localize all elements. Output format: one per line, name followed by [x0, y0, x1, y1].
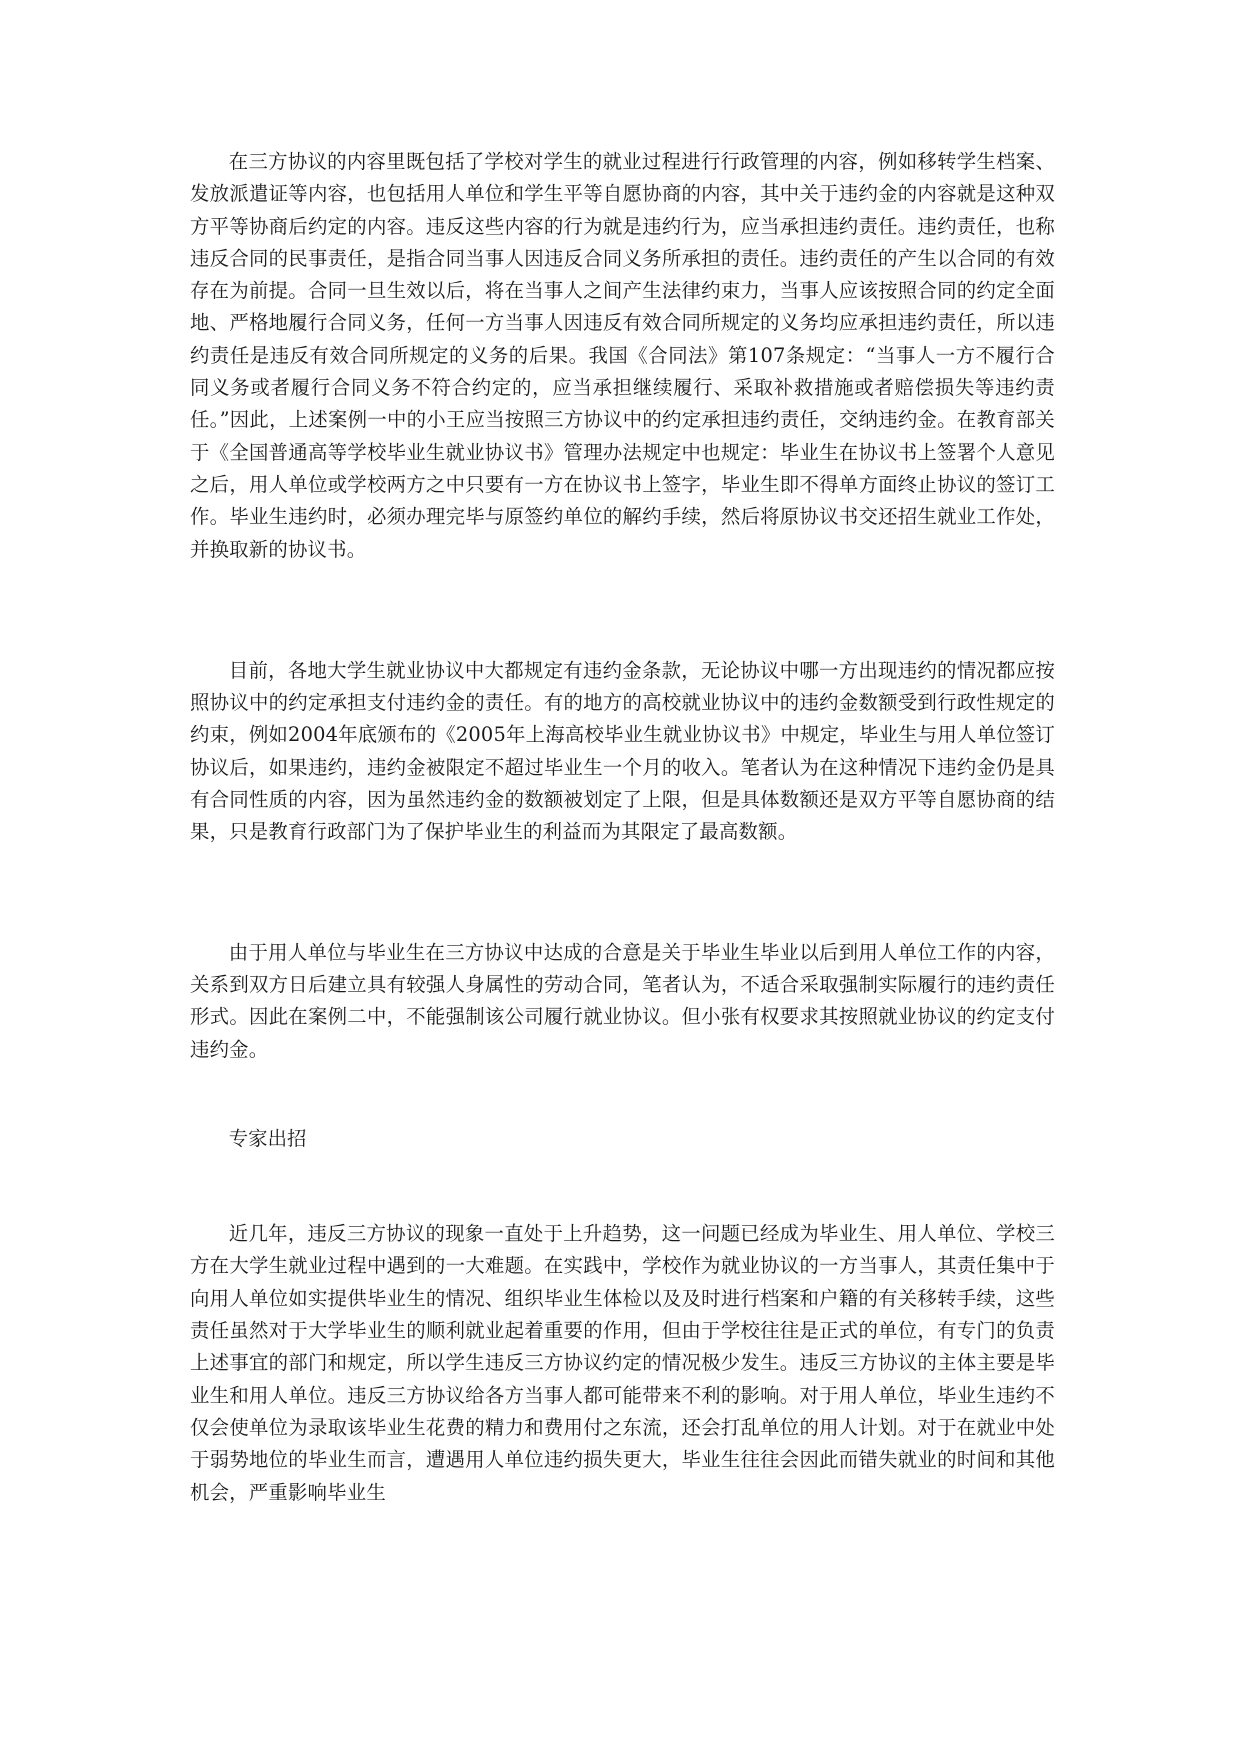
paragraph-spacer	[190, 1155, 1055, 1218]
paragraph-spacer	[190, 1066, 1055, 1123]
paragraph-contract-breach-liability: 在三方协议的内容里既包括了学校对学生的就业过程进行行政管理的内容，例如移转学生档案、发放派遣证等内容，也包括用人单位和学生平等自愿协商的内容，其中关于违约金的内容就是这种双方平等协商后约定的内容。违反这些内容的行为就是违约行为，应当承担违约责任。违约责任，也称违反合同的民事责任，是指合同当事人因违反合同义务所承担的责任。违约责任的产生以合同的有效存在为前提。合同一旦生效以后，将在当事人之间产生法律约束力，当事人应该按照合同的约定全面地、严格地履行合同义务，任何一方当事人因违反有效合同所规定的义务均应承担违约责任，所以违约责任是违反有效合同所规定的义务的后果。我国《合同法》第107条规定：“当事人一方不履行合同义务或者履行合同义务不符合约定的，应当承担继续履行、采取补救措施或者赔偿损失等违约责任。”因此，上述案例一中的小王应当按照三方协议中的约定承担违约责任，交纳违约金。在教育部关于《全国普通高等学校毕业生就业协议书》管理办法规定中也规定：毕业生在协议书上签署个人意见之后，用人单位或学校两方之中只要有一方在协议书上签字，毕业生即不得单方面终止协议的签订工作。毕业生违约时，必须办理完毕与原签约单位的解约手续，然后将原协议书交还招生就业工作处，并换取新的协议书。	[190, 150, 1055, 561]
section-heading: 专家出招	[228, 1126, 307, 1150]
paragraph-breach-trend: 近几年，违反三方协议的现象一直处于上升趋势，这一问题已经成为毕业生、用人单位、学校三方在大学生就业过程中遇到的一大难题。在实践中，学校作为就业协议的一方当事人，其责任集中于向用人单位如实提供毕业生的情况、组织毕业生体检以及及时进行档案和户籍的有关移转手续，这些责任虽然对于大学毕业生的顺利就业起着重要的作用，但由于学校往往是正式的单位，有专门的负责上述事宜的部门和规定，所以学生违反三方协议约定的情况极少发生。违反三方协议的主体主要是毕业生和用人单位。违反三方协议给各方当事人都可能带来不利的影响。对于用人单位，毕业生违约不仅会使单位为录取该毕业生花费的精力和费用付之东流，还会打乱单位的用人计划。对于在就业中处于弱势地位的毕业生而言，遭遇用人单位违约损失更大，毕业生往往会因此而错失就业的时间和其他机会，严重影响毕业生	[190, 1222, 1055, 1504]
document-page	[190, 146, 1055, 1509]
paragraph-liquidated-damages: 目前，各地大学生就业协议中大都规定有违约金条款，无论协议中哪一方出现违约的情况都应按照协议中的约定承担支付违约金的责任。有的地方的高校就业协议中的违约金数额受到行政性规定的约束，例如2004年底颁布的《2005年上海高校毕业生就业协议书》中规定，毕业生与用人单位签订协议后，如果违约，违约金被限定不超过毕业生一个月的收入。笔者认为在这种情况下违约金仍是具有合同性质的内容，因为虽然违约金的数额被划定了上限，但是具体数额还是双方平等自愿协商的结果，只是教育行政部门为了保护毕业生的利益而为其限定了最高数额。	[190, 658, 1055, 844]
paragraph-case-two-analysis: 由于用人单位与毕业生在三方协议中达成的合意是关于毕业生毕业以后到用人单位工作的内容，关系到双方日后建立具有较强人身属性的劳动合同，笔者认为，不适合采取强制实际履行的违约责任形式。因此在案例二中，不能强制该公司履行就业协议。但小张有权要求其按照就业协议的约定支付违约金。	[190, 940, 1055, 1061]
paragraph-spacer	[190, 849, 1055, 937]
paragraph-spacer	[190, 566, 1055, 655]
